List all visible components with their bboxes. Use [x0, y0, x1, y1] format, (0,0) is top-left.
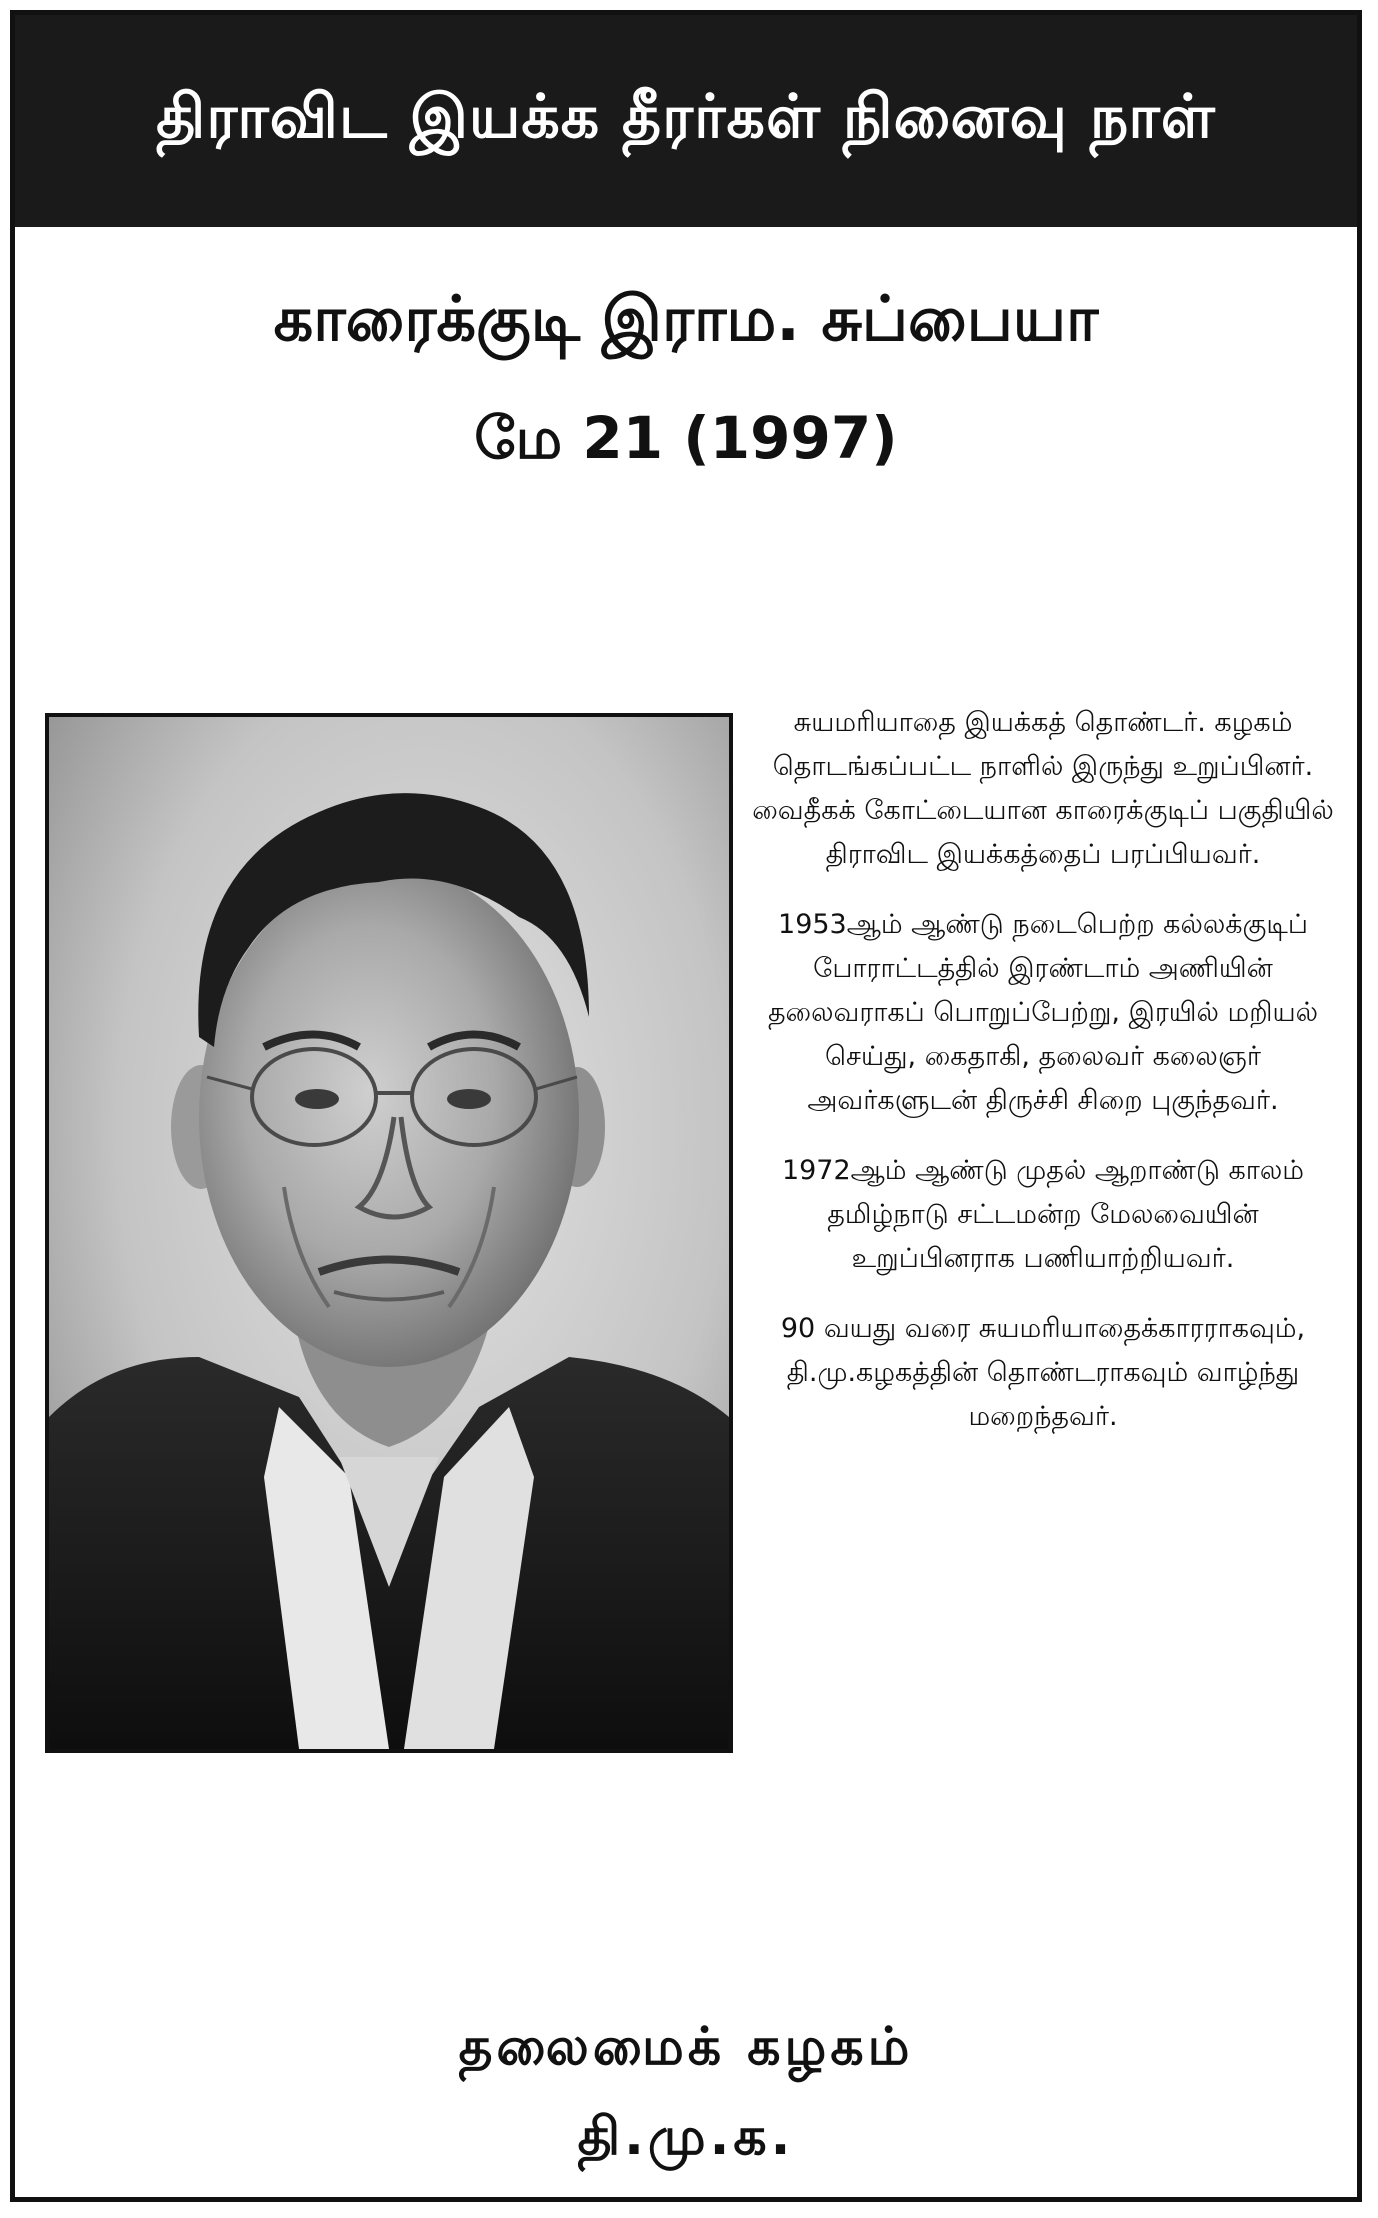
person-name: காரைக்குடி இராம. சுப்பையா	[273, 282, 1099, 355]
bio-paragraph-3: 1972ஆம் ஆண்டு முதல் ஆறாண்டு காலம் தமிழ்நாடு சட்டமன்ற மேலவையின் உறுப்பினராக பணியாற்றியவர்.	[781, 1155, 1305, 1274]
bio-paragraph-2: 1953ஆம் ஆண்டு நடைபெற்ற கல்லக்குடிப் போராட்டத்தில் இரண்டாம் அணியின் தலைவராகப் பொறுப்பேற்று, இரயில் மறியல் செய்து, கைதாகி, தலைவர் கலைஞர் அவர்களுடன் திருச்சி சிறை புகுந்தவர்.	[767, 909, 1319, 1116]
portrait-photo	[45, 713, 733, 1753]
banner-title: திராவிட இயக்க தீரர்கள் நினைவு நாள்	[156, 82, 1216, 152]
bio-paragraph-1: சுயமரியாதை இயக்கத் தொண்டர். கழகம் தொடங்கப்பட்ட நாளில் இருந்து உறுப்பினர். வைதீகக் கோட்டையான காரைக்குடிப் பகுதியில் திராவிட இயக்கத்தைப் பரப்பியவர்.	[752, 707, 1334, 870]
memorial-date: மே 21 (1997)	[474, 404, 898, 472]
biography	[743, 701, 1343, 1465]
footer-organization: தலைமைக் கழகம்	[458, 2017, 914, 2077]
memorial-notice	[10, 10, 1362, 2202]
bio-paragraph-4: 90 வயது வரை சுயமரியாதைக்காரராகவும், தி.மு.கழகத்தின் தொண்டராகவும் வாழ்ந்து மறைந்தவர்.	[780, 1313, 1306, 1432]
banner	[15, 15, 1357, 227]
footer-party: தி.மு.க.	[577, 2107, 795, 2167]
portrait-image	[49, 717, 729, 1749]
